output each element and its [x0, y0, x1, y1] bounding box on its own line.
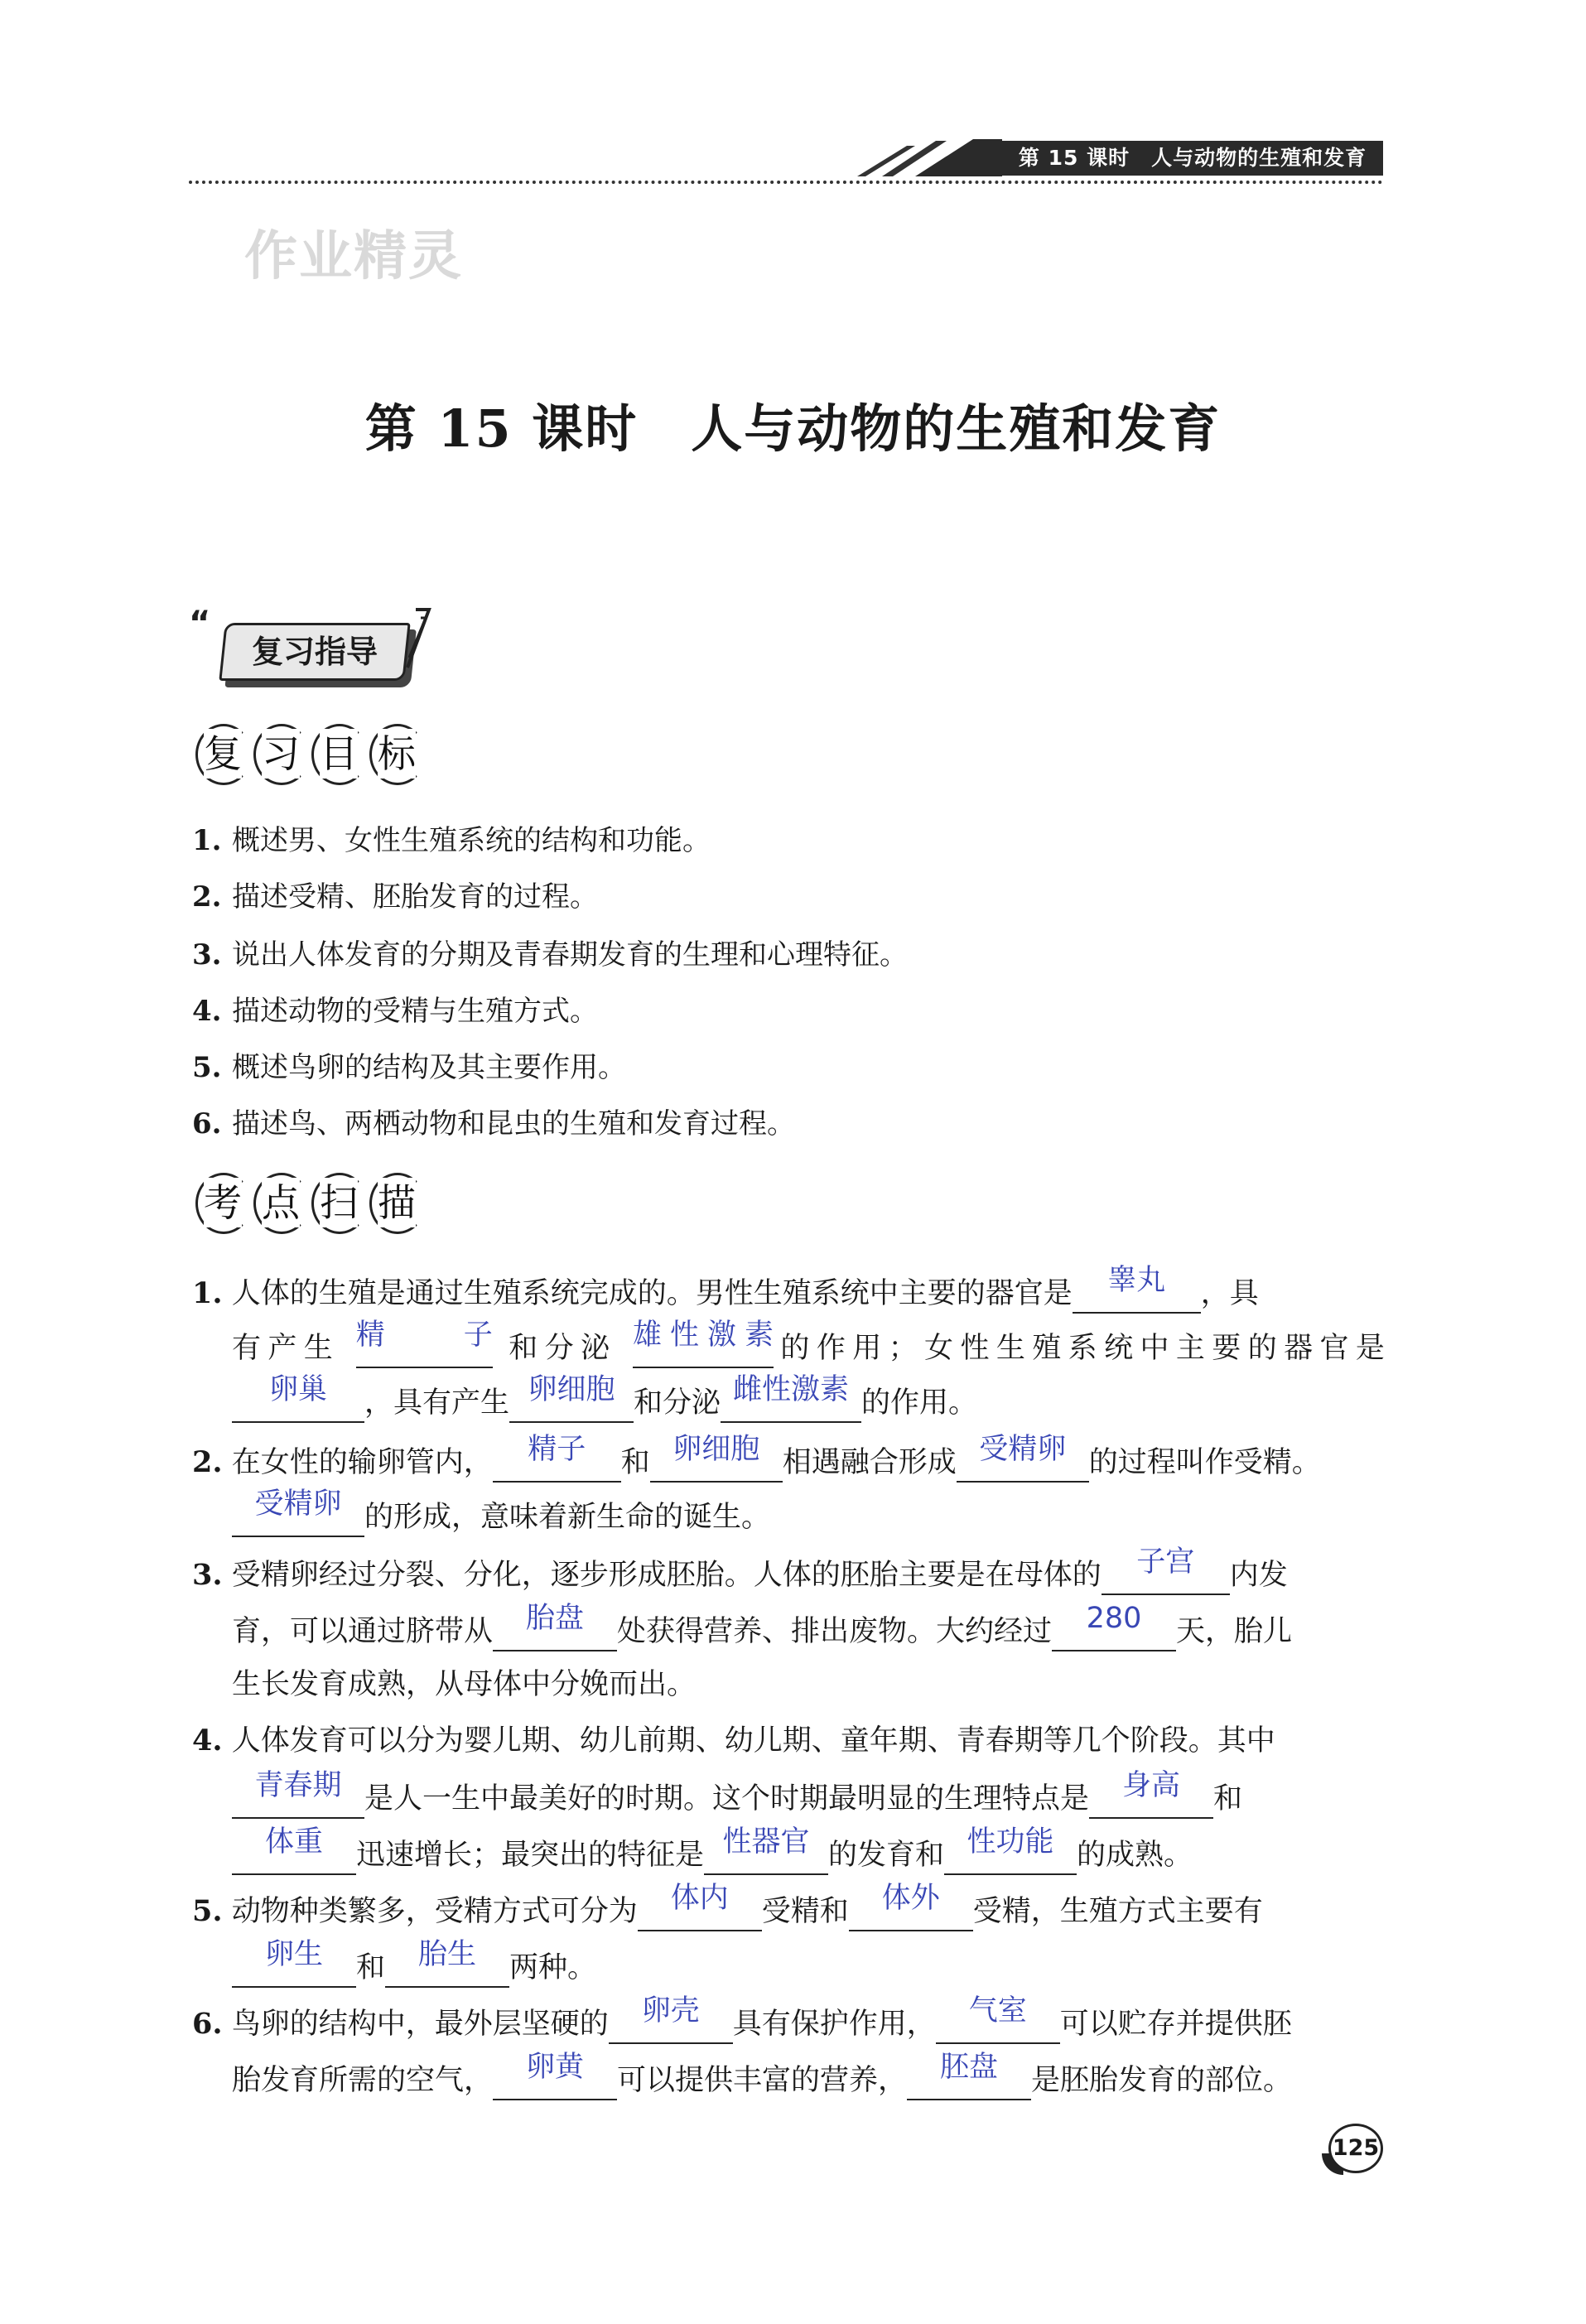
handwritten-answer: 体内 — [670, 1882, 729, 1915]
answer-blank[interactable] — [609, 1994, 733, 2044]
answer-blank[interactable] — [957, 1433, 1089, 1483]
answer-blank[interactable] — [509, 1373, 634, 1423]
heading-char: 描 — [366, 1169, 424, 1236]
handwritten-answer: 卵生 — [264, 1938, 323, 1971]
question-5-line-2: 卵生 和 胎生 两种。 — [232, 1946, 1385, 1988]
answer-blank[interactable] — [1073, 1264, 1201, 1314]
answer-blank[interactable] — [1089, 1769, 1213, 1819]
goal-item: 4. 描述动物的受精与生殖方式。 — [192, 995, 598, 1028]
page-title: 第 15 课时 人与动物的生殖和发育 — [364, 398, 1222, 459]
badge-flourish-icon — [391, 606, 432, 673]
question-4-line-2: 青春期 是人一生中最美好的时期。这个时期最明显的生理特点是 身高 和 — [232, 1777, 1385, 1819]
goal-item: 5. 概述鸟卵的结构及其主要作用。 — [192, 1051, 626, 1084]
question-5-line-1: 5. 动物种类繁多，受精方式可分为 体内 受精和 体外 受精，生殖方式主要有 — [192, 1890, 1385, 1931]
answer-blank[interactable] — [1052, 1602, 1176, 1651]
answer-blank[interactable] — [650, 1433, 783, 1483]
answer-blank[interactable] — [385, 1938, 509, 1988]
question-6-line-1: 6. 鸟卵的结构中，最外层坚硬的 卵壳 具有保护作用， 气室 可以贮存并提供胚 — [192, 2003, 1385, 2044]
answer-blank[interactable] — [355, 1319, 493, 1368]
handwritten-answer: 卵细胞 — [528, 1373, 615, 1406]
answer-blank[interactable] — [633, 1319, 774, 1368]
handwritten-answer: 雄性激素 — [633, 1319, 774, 1352]
answer-blank[interactable] — [493, 1433, 621, 1483]
answer-blank[interactable] — [638, 1882, 762, 1931]
heading-char: 复 — [192, 721, 250, 787]
answer-blank[interactable] — [936, 1994, 1060, 2044]
handwritten-answer: 卵细胞 — [672, 1433, 760, 1466]
handwritten-answer: 精子 — [528, 1433, 586, 1466]
handwritten-answer: 卵巢 — [268, 1373, 327, 1406]
watermark: 作业精灵 — [244, 226, 463, 287]
handwritten-answer: 受精卵 — [254, 1487, 342, 1521]
handwritten-answer: 身高 — [1122, 1769, 1181, 1802]
question-1-line-2: 有产生 精子 和分泌 雄性激素 的作用；女性生殖系统中主要的器官是 — [232, 1327, 1385, 1368]
handwritten-answer: 性功能 — [967, 1825, 1054, 1859]
question-3-line-2: 育，可以通过脐带从 胎盘 处获得营养、排出废物。大约经过 280 天，胎儿 — [232, 1610, 1385, 1651]
question-6-line-2: 胎发育所需的空气， 卵黄 可以提供丰富的营养， 胚盘 是胚胎发育的部位。 — [232, 2059, 1385, 2100]
question-3-line-3: 生长发育成熟，从母体中分娩而出。 — [232, 1668, 697, 1701]
running-header-title: 第 15 课时 人与动物的生殖和发育 — [1002, 141, 1383, 176]
answer-blank[interactable] — [232, 1373, 364, 1423]
answer-blank[interactable] — [704, 1825, 828, 1875]
handwritten-answer: 受精卵 — [979, 1433, 1067, 1466]
header-dotted-rule — [189, 181, 1383, 184]
goal-item: 6. 描述鸟、两栖动物和昆虫的生殖和发育过程。 — [192, 1107, 795, 1140]
heading-char: 点 — [250, 1169, 308, 1236]
handwritten-answer: 子宫 — [1136, 1545, 1195, 1579]
review-goals-heading — [192, 721, 424, 795]
handwritten-answer: 精子 — [355, 1319, 493, 1352]
key-points-heading — [192, 1169, 424, 1244]
handwritten-answer: 280 — [1086, 1602, 1142, 1635]
question-2-line-1: 2. 在女性的输卵管内， 精子 和 卵细胞 相遇融合形成 受精卵 的过程叫作受精。 — [192, 1441, 1385, 1483]
heading-char: 目 — [308, 721, 366, 787]
handwritten-answer: 青春期 — [254, 1769, 342, 1802]
handwritten-answer: 胎生 — [418, 1938, 477, 1971]
handwritten-answer: 气室 — [968, 1994, 1027, 2027]
question-1-line-3: 卵巢 ，具有产生 卵细胞 和分泌 雌性激素 的作用。 — [232, 1381, 1385, 1423]
handwritten-answer: 卵壳 — [641, 1994, 700, 2027]
badge-quote-mark: “ — [189, 605, 211, 643]
answer-blank[interactable] — [721, 1373, 861, 1423]
handwritten-answer: 雌性激素 — [733, 1373, 850, 1406]
answer-blank[interactable] — [944, 1825, 1077, 1875]
question-2-line-2: 受精卵 的形成，意味着新生命的诞生。 — [232, 1496, 1385, 1537]
handwritten-answer: 体外 — [881, 1882, 940, 1915]
question-3-line-1: 3. 受精卵经过分裂、分化，逐步形成胚胎。人体的胚胎主要是在母体的 子宫 内发 — [192, 1554, 1385, 1595]
question-4-line-3: 体重 迅速增长；最突出的特征是 性器官 的发育和 性功能 的成熟。 — [232, 1834, 1385, 1875]
answer-blank[interactable] — [232, 1825, 356, 1875]
handwritten-answer: 性器官 — [722, 1825, 810, 1859]
answer-blank[interactable] — [232, 1769, 364, 1819]
goal-item: 2. 描述受精、胚胎发育的过程。 — [192, 880, 598, 914]
answer-blank[interactable] — [849, 1882, 973, 1931]
answer-blank[interactable] — [232, 1938, 356, 1988]
answer-blank[interactable] — [907, 2051, 1031, 2100]
heading-char: 考 — [192, 1169, 250, 1236]
review-guide-badge — [219, 623, 410, 681]
answer-blank[interactable] — [1102, 1545, 1230, 1595]
handwritten-answer: 卵黄 — [526, 2051, 585, 2084]
heading-char: 习 — [250, 721, 308, 787]
handwritten-answer: 体重 — [264, 1825, 323, 1859]
goal-item: 1. 概述男、女性生殖系统的结构和功能。 — [192, 824, 711, 857]
question-4-line-1: 4. 人体发育可以分为婴儿期、幼儿前期、幼儿期、童年期、青春期等几个阶段。其中 — [192, 1724, 1275, 1757]
handwritten-answer: 胎盘 — [526, 1602, 585, 1635]
page-number: 125 — [1328, 2124, 1383, 2173]
question-1-line-1: 1. 人体的生殖是通过生殖系统完成的。男性生殖系统中主要的器官是 睾丸 ，具 — [192, 1272, 1385, 1314]
handwritten-answer: 胚盘 — [940, 2051, 999, 2084]
handwritten-answer: 睾丸 — [1107, 1264, 1166, 1297]
heading-char: 标 — [366, 721, 424, 787]
heading-char: 扫 — [308, 1169, 366, 1236]
goal-item: 3. 说出人体发育的分期及青春期发育的生理和心理特征。 — [192, 938, 908, 972]
answer-blank[interactable] — [232, 1487, 364, 1537]
review-guide-label: 复习指导 — [251, 634, 378, 670]
answer-blank[interactable] — [493, 2051, 617, 2100]
answer-blank[interactable] — [493, 1602, 617, 1651]
